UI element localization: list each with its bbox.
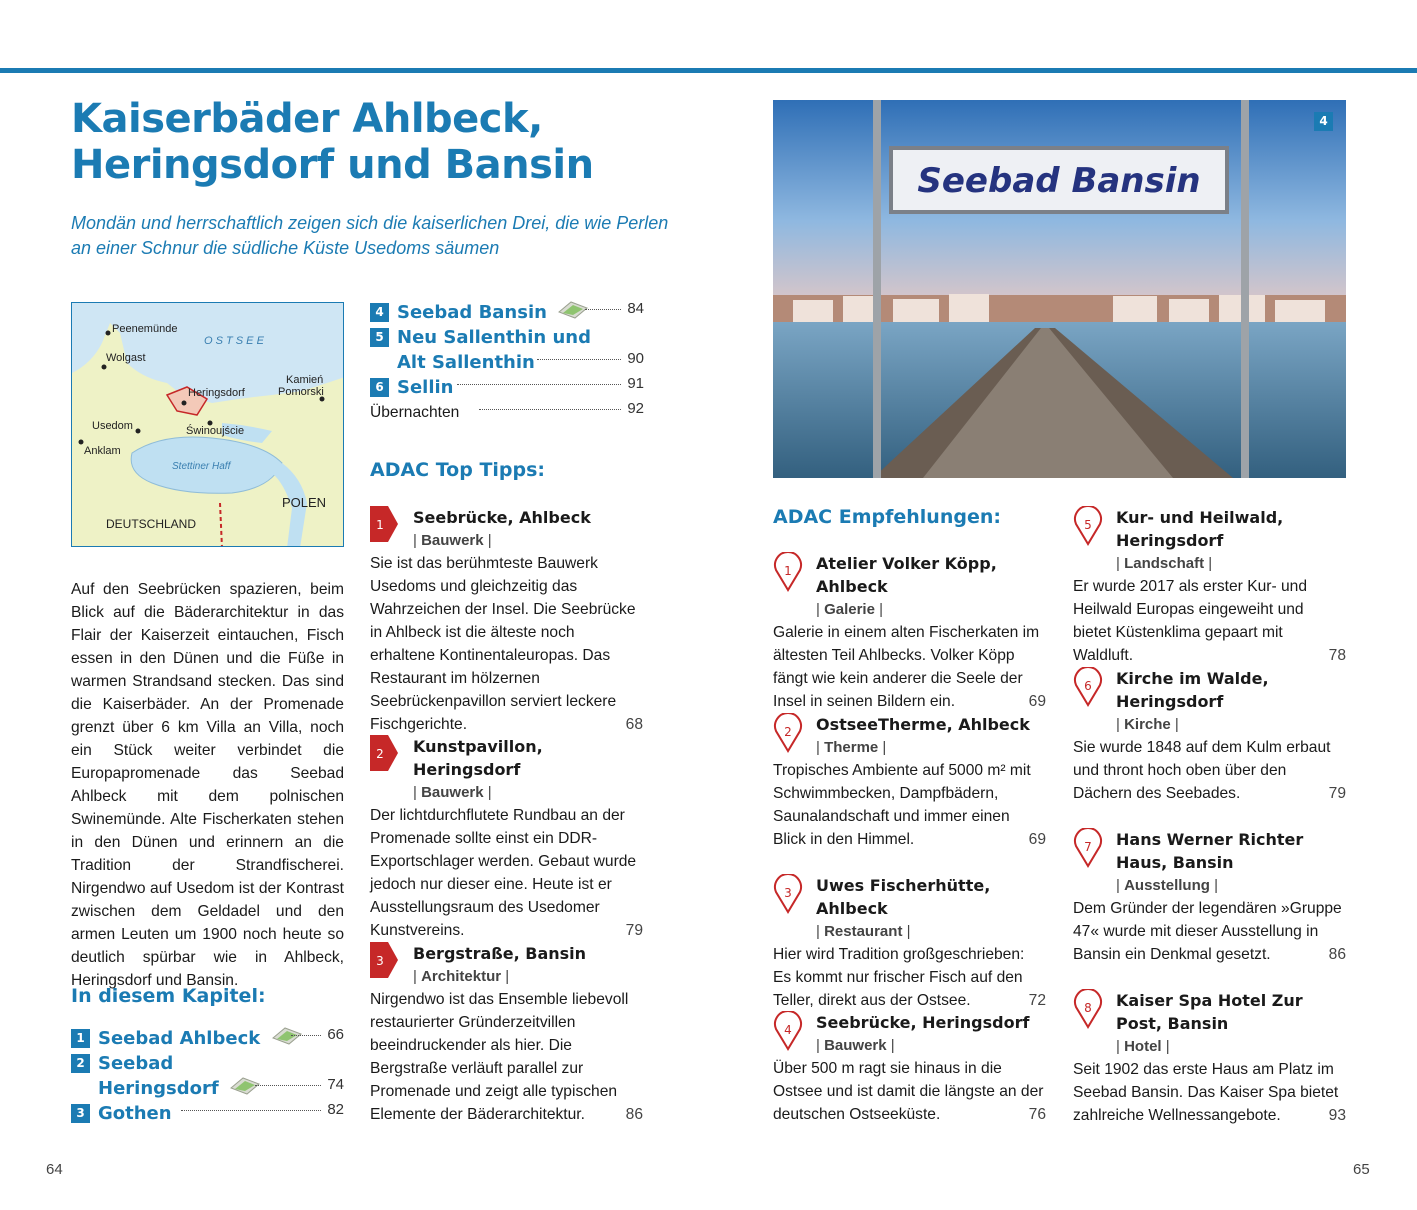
toc-number: 5 bbox=[370, 328, 389, 347]
rec-title: Kaiser Spa Hotel Zur Post, Bansin bbox=[1116, 991, 1303, 1033]
rec-page: 69 bbox=[1028, 693, 1046, 710]
toc-page-leader bbox=[537, 346, 644, 371]
rec-number: 8 bbox=[1084, 1001, 1092, 1015]
chapter-heading: In diesem Kapitel: bbox=[71, 985, 266, 1007]
pier-photo-graphic bbox=[773, 100, 1346, 478]
location-pin-icon bbox=[1073, 667, 1103, 707]
tip-number: 1 bbox=[376, 518, 384, 532]
rec-category: | Bauwerk | bbox=[816, 1037, 895, 1054]
dot-usedom bbox=[136, 429, 141, 434]
tip-title: Bergstraße, Bansin bbox=[413, 944, 587, 963]
rec-text: Er wurde 2017 als erster Kur- und Heilwald Europas eingeweiht und bietet Küstenklima gepaart mit Waldluft. 78 bbox=[1073, 575, 1346, 667]
rec-text: Dem Gründer der legendären »Gruppe 47« wurde mit dieser Ausstellung in Bansin ein Denkmal gesetzt. 86 bbox=[1073, 897, 1346, 966]
recommendation bbox=[773, 552, 1046, 713]
rec-page: 72 bbox=[1028, 992, 1046, 1009]
tip-page: 79 bbox=[625, 922, 643, 939]
rec-category: | Kirche | bbox=[1116, 716, 1179, 733]
recommendation bbox=[1073, 506, 1346, 667]
toc-number: 4 bbox=[370, 303, 389, 322]
tip-page: 86 bbox=[625, 1106, 643, 1123]
toc-page: 74 bbox=[327, 1076, 344, 1093]
toc-page-leader bbox=[181, 1097, 344, 1122]
rec-number: 5 bbox=[1084, 518, 1092, 532]
dot-peenemuende bbox=[106, 331, 111, 336]
location-pin-icon bbox=[773, 552, 803, 592]
tip-title: Seebrücke, Ahlbeck bbox=[413, 508, 591, 527]
map-label-polen: POLEN bbox=[282, 495, 327, 510]
rec-text: Seit 1902 das erste Haus am Platz im Seebad Bansin. Das Kaiser Spa bietet zahlreiche Wellnessangebote. 93 bbox=[1073, 1058, 1346, 1127]
toc-page-leader bbox=[585, 296, 644, 321]
toc-number: 6 bbox=[370, 378, 389, 397]
chapter-toc-continued bbox=[370, 300, 644, 425]
location-pin-icon bbox=[1073, 506, 1103, 546]
toc-title: Gothen bbox=[98, 1103, 172, 1124]
rec-number: 2 bbox=[784, 725, 792, 739]
toc-item[interactable] bbox=[71, 1026, 344, 1051]
toc-title: Seebad Bansin bbox=[397, 302, 547, 323]
region-map-graphic bbox=[72, 303, 344, 547]
top-rule bbox=[0, 68, 1417, 73]
chapter-toc bbox=[71, 1026, 344, 1126]
sign-post-left bbox=[873, 100, 881, 478]
toc-page-leader bbox=[479, 396, 644, 421]
map-label-wolgast: Wolgast bbox=[106, 352, 146, 364]
tip-text: Der lichtdurchflutete Rundbau an der Promenade sollte einst ein DDR-Exportschlager werden. Gebaut wurde jedoch nur dieser eine. Heute ist er Ausstellungsraum des Usedomer Kunstvereins. 79 bbox=[370, 804, 643, 942]
top-tip bbox=[370, 735, 643, 942]
toc-page: 66 bbox=[327, 1026, 344, 1043]
toc-page-leader bbox=[255, 1072, 344, 1097]
tip-page: 68 bbox=[625, 716, 643, 733]
dot-heringsdorf bbox=[182, 401, 187, 406]
rec-number: 3 bbox=[784, 886, 792, 900]
location-pin-icon bbox=[1073, 989, 1103, 1029]
toc-page: 82 bbox=[327, 1101, 344, 1118]
toc-number: 2 bbox=[71, 1054, 90, 1073]
toc-title-line2: Heringsdorf bbox=[98, 1078, 219, 1099]
rec-text: Über 500 m ragt sie hinaus in die Ostsee und ist damit die längste an der deutschen Ostseeküste. 76 bbox=[773, 1057, 1046, 1126]
rec-title: Hans Werner Richter Haus, Bansin bbox=[1116, 830, 1304, 872]
rec-title: Kirche im Walde, Heringsdorf bbox=[1116, 669, 1269, 711]
rec-category: | Landschaft | bbox=[1116, 555, 1213, 572]
chapter-subtitle: Mondän und herrschaftlich zeigen sich die kaiserlichen Drei, die wie Perlen an einer Schnur die südliche Küste Usedoms säumen bbox=[71, 213, 669, 258]
toc-item[interactable] bbox=[71, 1101, 344, 1126]
ribbon-marker-icon bbox=[370, 735, 400, 771]
map-label-anklam: Anklam bbox=[84, 445, 121, 457]
map-label-heringsdorf: Heringsdorf bbox=[188, 387, 245, 399]
top-tip bbox=[370, 506, 643, 736]
recommendation bbox=[773, 713, 1046, 851]
dot-anklam bbox=[79, 440, 84, 445]
rec-page: 69 bbox=[1028, 831, 1046, 848]
toc-item[interactable] bbox=[370, 300, 644, 325]
tip-text: Sie ist das berühmteste Bauwerk Usedoms und gleichzeitig das Wahrzeichen der Insel. Die Seebrücke in Ahlbeck ist die älteste noch erhaltene Kontinentaleuropas. Das Restaurant im hölzernen Seebrückenpavillon serviert leckere Fischgerichte. 68 bbox=[370, 552, 643, 736]
recommendation bbox=[1073, 989, 1346, 1127]
toc-overnight[interactable] bbox=[370, 400, 644, 425]
location-pin-icon bbox=[773, 874, 803, 914]
sign-post-right bbox=[1241, 100, 1249, 478]
rec-category: | Hotel | bbox=[1116, 1038, 1170, 1055]
chapter-title-line2: Heringsdorf und Bansin bbox=[71, 142, 594, 188]
sign-text: Seebad Bansin bbox=[917, 161, 1201, 201]
toc-title: Seebad Ahlbeck bbox=[98, 1028, 261, 1049]
dot-wolgast bbox=[102, 365, 107, 370]
toc-title: Sellin bbox=[397, 377, 454, 398]
rec-number: 6 bbox=[1084, 679, 1092, 693]
tip-category: | Architektur | bbox=[413, 968, 510, 985]
rec-page: 78 bbox=[1328, 647, 1346, 664]
map-label-ostsee: O S T S E E bbox=[204, 335, 264, 347]
map-label-usedom: Usedom bbox=[92, 420, 133, 432]
rec-number: 1 bbox=[784, 564, 792, 578]
pier-photo bbox=[773, 100, 1346, 478]
rec-category: | Restaurant | bbox=[816, 923, 911, 940]
rec-number: 4 bbox=[784, 1023, 792, 1037]
top-tips-heading: ADAC Top Tipps: bbox=[370, 459, 546, 481]
rec-text: Hier wird Tradition großgeschrieben: Es kommt nur frischer Fisch auf den Teller, direkt aus der Ostsee. 72 bbox=[773, 943, 1046, 1012]
map-label-deutschland: DEUTSCHLAND bbox=[106, 517, 197, 531]
rec-title: OstseeTherme, Ahlbeck bbox=[816, 715, 1030, 734]
page-number-right: 65 bbox=[1353, 1161, 1370, 1178]
tip-category: | Bauwerk | bbox=[413, 784, 492, 801]
toc-number: 1 bbox=[71, 1029, 90, 1048]
rec-title: Uwes Fischerhütte, Ahlbeck bbox=[816, 876, 991, 918]
rec-text: Tropisches Ambiente auf 5000 m² mit Schwimmbecken, Dampfbädern, Saunalandschaft und immer einen Blick in den Himmel. 69 bbox=[773, 759, 1046, 851]
chapter-title-line1: Kaiserbäder Ahlbeck, bbox=[71, 96, 543, 142]
rec-title: Kur- und Heilwald, Heringsdorf bbox=[1116, 508, 1284, 550]
tip-number: 2 bbox=[376, 747, 384, 761]
region-map bbox=[71, 302, 344, 547]
toc-page-leader bbox=[457, 371, 644, 396]
tip-category: | Bauwerk | bbox=[413, 532, 492, 549]
toc-page: 91 bbox=[627, 375, 644, 392]
rec-page: 79 bbox=[1328, 785, 1346, 802]
map-label-kamien: Kamień bbox=[286, 374, 324, 386]
rec-category: | Therme | bbox=[816, 739, 887, 756]
rec-page: 76 bbox=[1028, 1106, 1046, 1123]
rec-text: Sie wurde 1848 auf dem Kulm erbaut und thront hoch oben über den Dächern des Seebades. 79 bbox=[1073, 736, 1346, 805]
rec-title: Seebrücke, Heringsdorf bbox=[816, 1013, 1030, 1032]
tip-title: Kunstpavillon, Heringsdorf bbox=[413, 737, 543, 779]
toc-page: 90 bbox=[627, 350, 644, 367]
photo-badge: 4 bbox=[1314, 112, 1333, 131]
ribbon-marker-icon bbox=[370, 942, 400, 978]
recommendation bbox=[773, 874, 1046, 1012]
recommendation bbox=[1073, 667, 1346, 805]
rec-text: Galerie in einem alten Fischerkaten im ältesten Teil Ahlbecks. Volker Köpp fängt wie kein anderer die Seele der Insel in seinen Bildern ein. 69 bbox=[773, 621, 1046, 713]
ribbon-marker-icon bbox=[370, 506, 400, 542]
map-label-peenemuende: Peenemünde bbox=[112, 323, 178, 335]
toc-title-line1: Neu Sallenthin und bbox=[397, 327, 592, 348]
rec-category: | Galerie | bbox=[816, 601, 884, 618]
rec-page: 86 bbox=[1328, 946, 1346, 963]
location-pin-icon bbox=[1073, 828, 1103, 868]
rec-title: Atelier Volker Köpp, Ahlbeck bbox=[816, 554, 997, 596]
map-label-stettiner-haff: Stettiner Haff bbox=[172, 461, 231, 472]
rec-category: | Ausstellung | bbox=[1116, 877, 1218, 894]
map-label-pomorski: Pomorski bbox=[278, 386, 324, 398]
location-pin-icon bbox=[773, 713, 803, 753]
rec-page: 93 bbox=[1328, 1107, 1346, 1124]
rec-number: 7 bbox=[1084, 840, 1092, 854]
toc-title-line1: Seebad bbox=[98, 1053, 174, 1074]
intro-text: Auf den Seebrücken spazieren, beim Blick auf die Bäderarchitektur in das Flair der Kaiserzeit eintauchen, Fisch essen in den Dünen und die Füße in warmen Strandsand stecken. Das sind die Kaiserbäder. An der Promenade grenzt über 6 km Villa an Villa, noch ein Stück weiter verbindet die Europapromenade das Seebad Ahlbeck mit dem polnischen Swinemünde. Alte Fischerkaten stehen in den Dünen und erinnern an die Tradition der Strandfischerei. Nirgendwo auf Usedom ist der Kontrast zwischen dem Geldadel und den armen Leuten um 1900 noch heute so deutlich spürbar wie in Ahlbeck, Heringsdorf und Bansin. bbox=[71, 581, 344, 989]
recommendation bbox=[773, 1011, 1046, 1126]
chapter-title bbox=[71, 96, 711, 188]
toc-page: 92 bbox=[627, 400, 644, 417]
recommendations-heading: ADAC Empfehlungen: bbox=[773, 506, 1001, 528]
recommendation bbox=[1073, 828, 1346, 966]
top-tip bbox=[370, 942, 643, 1126]
toc-title-line2: Alt Sallenthin bbox=[397, 352, 535, 373]
toc-page-leader bbox=[291, 1022, 344, 1047]
toc-number: 3 bbox=[71, 1104, 90, 1123]
tip-number: 3 bbox=[376, 954, 384, 968]
location-pin-icon bbox=[773, 1011, 803, 1051]
toc-page: 84 bbox=[627, 300, 644, 317]
tip-text: Nirgendwo ist das Ensemble liebevoll restaurierter Gründerzeitvillen beeindruckender als hier. Die Bergstraße verläuft parallel zur Promenade und zeigt alle typischen Elemente der Bäderarchitektur. 86 bbox=[370, 988, 643, 1126]
page-number-left: 64 bbox=[46, 1161, 63, 1178]
map-label-swinoujscie: Świnoujście bbox=[186, 425, 245, 437]
overnight-label: Übernachten bbox=[370, 404, 460, 421]
